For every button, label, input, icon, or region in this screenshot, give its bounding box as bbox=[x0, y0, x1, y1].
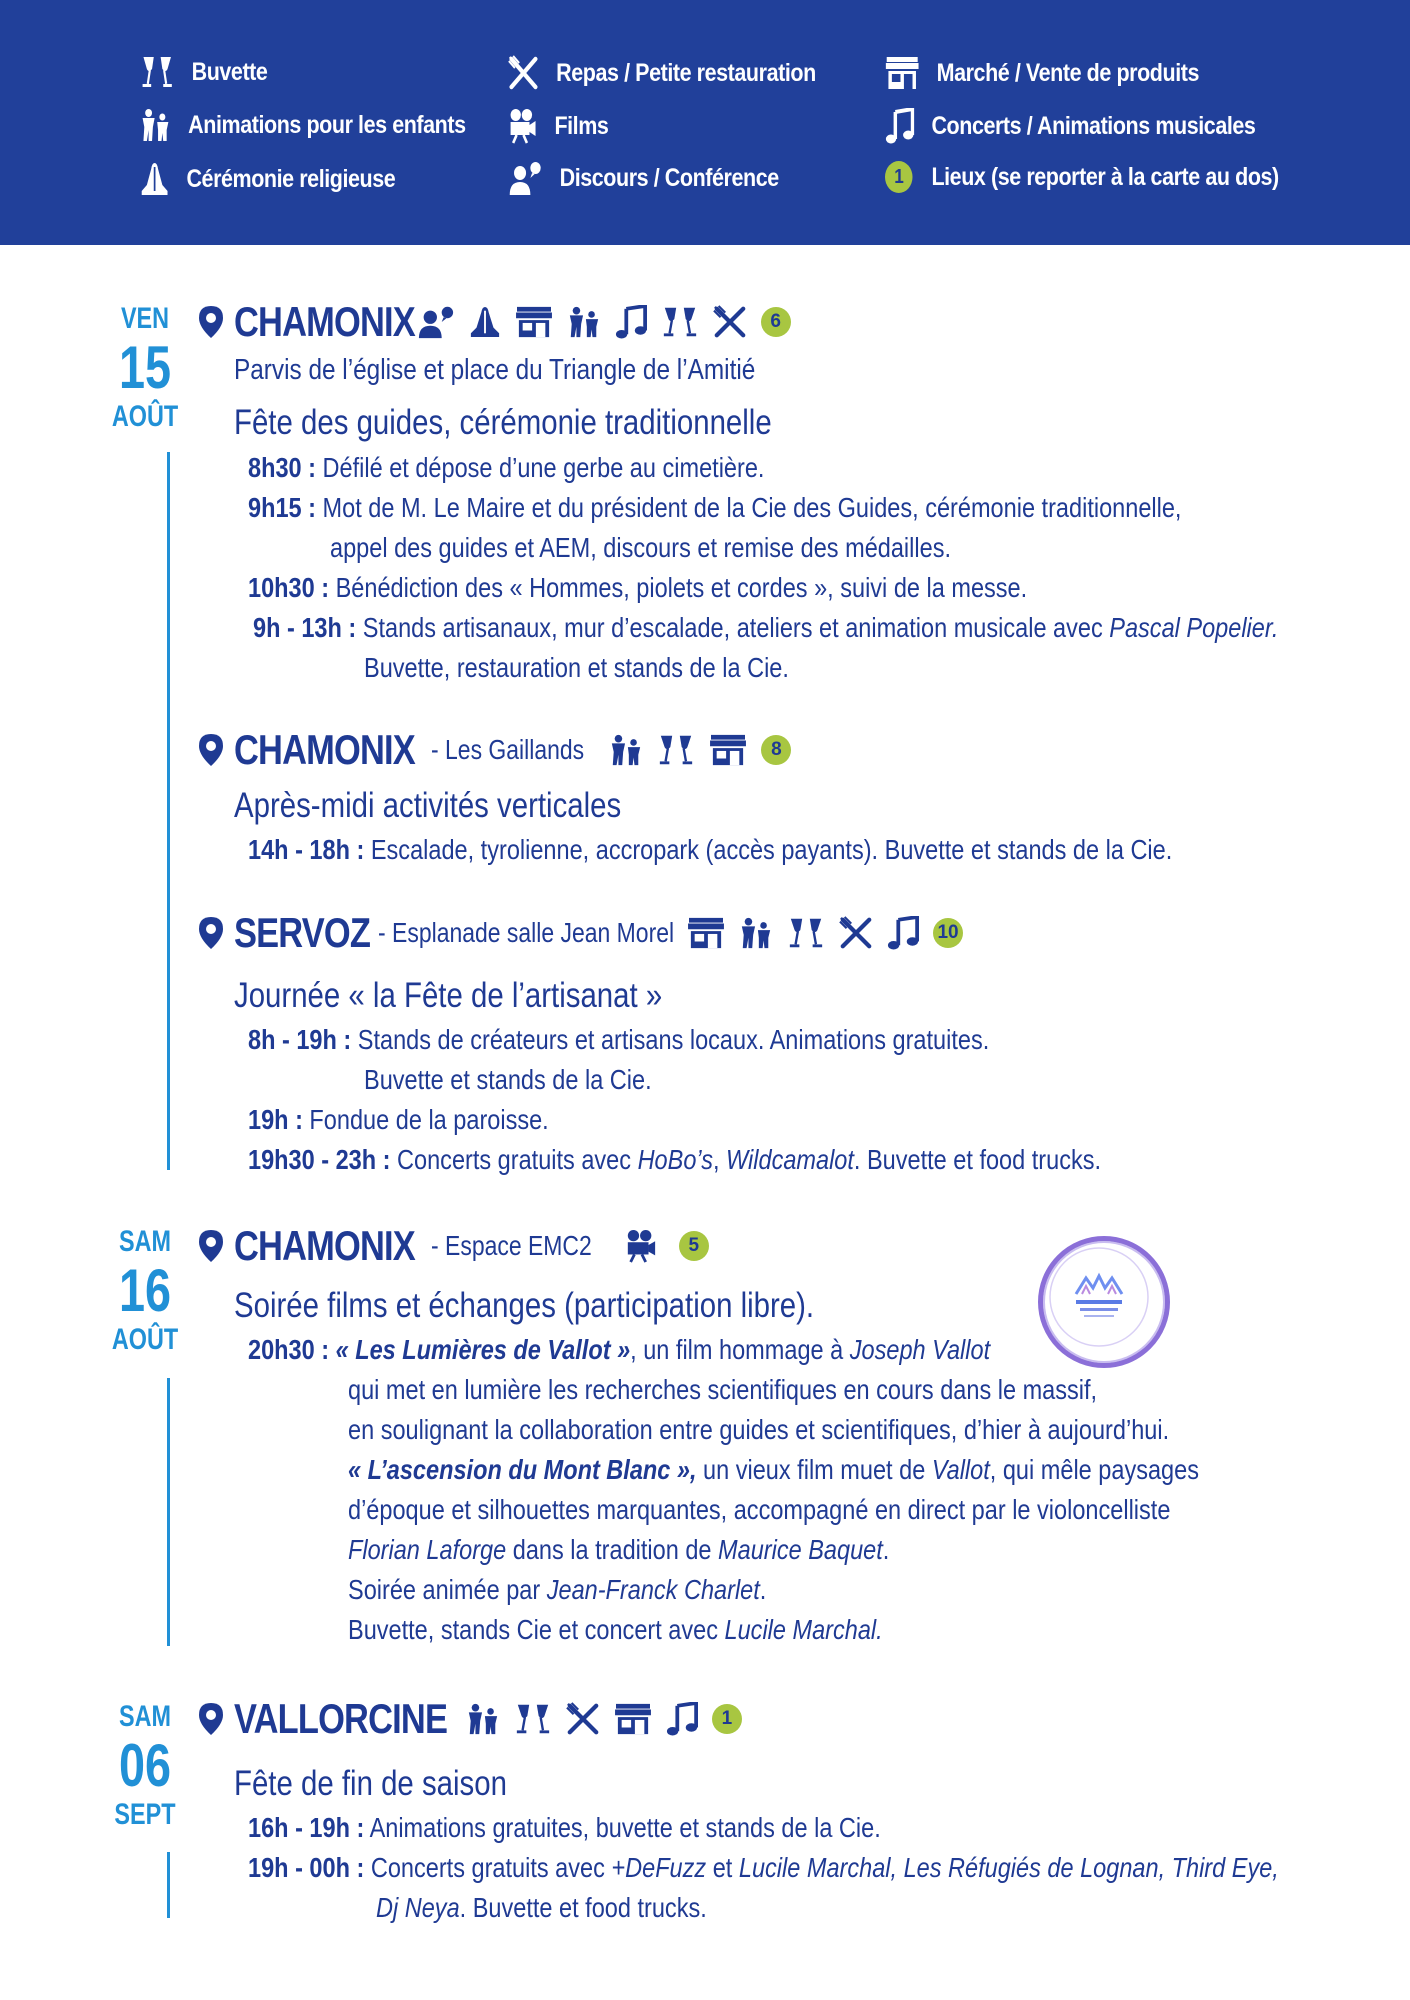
legend-item-ceremonie bbox=[140, 161, 395, 197]
film-title: « L’ascension du Mont Blanc », bbox=[348, 1454, 697, 1485]
timeline-line bbox=[167, 1852, 170, 1918]
schedule-text: Défilé et dépose d’une gerbe au cimetière. bbox=[315, 452, 765, 483]
schedule-line bbox=[348, 1574, 766, 1606]
market-stall-icon bbox=[709, 733, 747, 767]
schedule-text: Soirée animée par bbox=[348, 1574, 547, 1605]
schedule-line bbox=[248, 452, 764, 484]
schedule-line bbox=[248, 1144, 1101, 1176]
location-pin-icon bbox=[198, 1229, 224, 1263]
legend-panel bbox=[0, 0, 1410, 245]
day-number: 16 bbox=[118, 1257, 172, 1324]
schedule-line bbox=[376, 1892, 707, 1924]
event-title: Journée « la Fête de l’artisanat » bbox=[234, 976, 663, 1015]
legend-item-enfants bbox=[140, 108, 466, 142]
person-name: Joseph Vallot bbox=[849, 1334, 991, 1365]
event-icons bbox=[417, 305, 791, 339]
schedule-line bbox=[348, 1414, 1169, 1446]
legend-label: Repas / Petite restauration bbox=[556, 58, 816, 87]
schedule-time: 19h30 - 23h : bbox=[248, 1144, 391, 1175]
event-header-servoz bbox=[198, 909, 963, 957]
children-icon bbox=[739, 916, 773, 950]
legend-item-marche bbox=[885, 55, 1199, 91]
legend-item-repas bbox=[508, 55, 816, 91]
artist-name: Lucile Marchal, Les Réfugiés de Lognan, Third Eye, bbox=[738, 1852, 1279, 1883]
location-number-badge: 5 bbox=[679, 1231, 709, 1261]
legend-item-lieux bbox=[885, 161, 1279, 193]
schedule-time: 10h30 : bbox=[248, 572, 330, 603]
film-title: « Les Lumières de Vallot » bbox=[329, 1334, 631, 1365]
schedule-text: Buvette, restauration et stands de la Cie. bbox=[364, 652, 789, 683]
person-name: Jean-Franck Charlet bbox=[546, 1574, 760, 1605]
schedule-line bbox=[364, 652, 789, 684]
schedule-text: Escalade, tyrolienne, accropark (accès payants). Buvette et stands de la Cie. bbox=[364, 834, 1173, 865]
schedule-text: Concerts gratuits avec bbox=[390, 1144, 638, 1175]
location-number-badge: 1 bbox=[885, 161, 913, 193]
children-icon bbox=[466, 1702, 500, 1736]
schedule-text: Concerts gratuits avec bbox=[364, 1852, 612, 1883]
schedule-line bbox=[348, 1454, 1199, 1486]
artist-name: +DeFuzz bbox=[611, 1852, 707, 1883]
location-number-badge: 8 bbox=[761, 735, 791, 765]
timeline-line bbox=[167, 452, 170, 1170]
schedule-text: d’époque et silhouettes marquantes, accompagné en direct par le violoncelliste bbox=[348, 1494, 1171, 1525]
location-number-badge: 10 bbox=[933, 918, 963, 948]
glasses-icon bbox=[787, 916, 825, 950]
schedule-text: appel des guides et AEM, discours et remise des médailles. bbox=[330, 532, 951, 563]
event-header-chamonix bbox=[198, 298, 791, 346]
children-icon bbox=[567, 305, 601, 339]
event-title: Fête de fin de saison bbox=[234, 1764, 507, 1803]
glasses-icon bbox=[661, 305, 699, 339]
music-note-icon bbox=[666, 1702, 698, 1736]
schedule-text: Animations gratuites, buvette et stands de la Cie. bbox=[364, 1812, 881, 1843]
schedule-text: , qui mêle paysages bbox=[989, 1454, 1199, 1485]
event-subplace: - Les Gaillands bbox=[430, 734, 584, 765]
event-subplace: - Esplanade salle Jean Morel bbox=[377, 917, 675, 948]
schedule-text: Stands de créateurs et artisans locaux. Animations gratuites. bbox=[351, 1024, 990, 1055]
schedule-time: 16h - 19h : bbox=[248, 1812, 365, 1843]
market-stall-icon bbox=[515, 305, 553, 339]
event-title: Après-midi activités verticales bbox=[234, 786, 622, 825]
schedule-text: un vieux film muet de bbox=[696, 1454, 932, 1485]
schedule-line bbox=[248, 1024, 989, 1056]
legend-label: Concerts / Animations musicales bbox=[931, 111, 1256, 140]
schedule-line bbox=[348, 1534, 889, 1566]
legend-label: Marché / Vente de produits bbox=[936, 58, 1200, 87]
timeline-line bbox=[167, 1378, 170, 1646]
event-subplace: - Espace EMC2 bbox=[430, 1230, 592, 1261]
market-stall-icon bbox=[687, 916, 725, 950]
event-title: Fête des guides, cérémonie traditionnelle bbox=[234, 403, 772, 442]
location-pin-icon bbox=[198, 733, 224, 767]
location-pin-icon bbox=[198, 916, 224, 950]
day-number: 15 bbox=[118, 334, 172, 401]
schedule-text: . Buvette et food trucks. bbox=[853, 1144, 1102, 1175]
schedule-time: 20h30 : bbox=[248, 1334, 330, 1365]
schedule-text: Fondue de la paroisse. bbox=[302, 1104, 549, 1135]
event-icons bbox=[687, 916, 963, 950]
legend-label: Lieux (se reporter à la carte au dos) bbox=[931, 162, 1279, 191]
day-of-week: SAM bbox=[118, 1225, 171, 1258]
schedule-text: Stands artisanaux, mur d’escalade, ateliers et animation musicale avec bbox=[356, 612, 1110, 643]
glaciers-year-seal-logo bbox=[1038, 1236, 1170, 1368]
market-stall-icon bbox=[885, 55, 919, 91]
schedule-line bbox=[248, 834, 1172, 866]
location-number-badge: 1 bbox=[712, 1704, 742, 1734]
legend-label: Animations pour les enfants bbox=[188, 110, 466, 139]
schedule-text: . Buvette et food trucks. bbox=[459, 1892, 707, 1923]
month: SEPT bbox=[114, 1798, 176, 1831]
person-name: Lucile Marchal. bbox=[724, 1614, 883, 1645]
glasses-icon bbox=[140, 55, 174, 89]
location-pin-icon bbox=[198, 305, 224, 339]
event-header-chamonix-emc2 bbox=[198, 1222, 709, 1270]
schedule-time: 14h - 18h : bbox=[248, 834, 365, 865]
person-name: Vallot bbox=[931, 1454, 990, 1485]
day-number: 06 bbox=[118, 1732, 172, 1799]
schedule-line bbox=[248, 492, 1181, 524]
schedule-line bbox=[253, 612, 1278, 644]
schedule-text: . bbox=[759, 1574, 767, 1605]
schedule-time: 19h : bbox=[248, 1104, 303, 1135]
fork-knife-icon bbox=[839, 916, 873, 950]
music-note-icon bbox=[615, 305, 647, 339]
schedule-text: en soulignant la collaboration entre guides et scientifiques, d’hier à aujourd’hui. bbox=[348, 1414, 1170, 1445]
event-place: CHAMONIX bbox=[234, 1222, 415, 1269]
praying-hands-icon bbox=[469, 305, 501, 339]
month: AOÛT bbox=[111, 1323, 179, 1356]
children-icon bbox=[609, 733, 643, 767]
schedule-text: Buvette et stands de la Cie. bbox=[364, 1064, 652, 1095]
schedule-line bbox=[248, 1852, 1279, 1884]
speaker-icon bbox=[417, 305, 455, 339]
mountain-logo-icon bbox=[1038, 1236, 1160, 1358]
legend-item-discours bbox=[508, 161, 779, 195]
schedule-text: qui met en lumière les recherches scientifiques en cours dans le massif, bbox=[348, 1374, 1098, 1405]
schedule-text: Buvette, stands Cie et concert avec bbox=[348, 1614, 725, 1645]
film-camera-icon bbox=[625, 1229, 657, 1263]
legend-label: Discours / Conférence bbox=[559, 163, 779, 192]
schedule-line bbox=[248, 572, 1027, 604]
event-place: SERVOZ bbox=[234, 909, 371, 956]
event-place: CHAMONIX bbox=[234, 726, 415, 773]
schedule-line bbox=[248, 1104, 549, 1136]
schedule-text: . bbox=[882, 1534, 890, 1565]
music-note-icon bbox=[885, 108, 914, 144]
location-pin-icon bbox=[198, 1702, 224, 1736]
schedule-text: Bénédiction des « Hommes, piolets et cordes », suivi de la messe. bbox=[329, 572, 1028, 603]
schedule-time: 8h - 19h : bbox=[248, 1024, 352, 1055]
date-block-ven-15-aout bbox=[98, 302, 192, 434]
day-of-week: VEN bbox=[120, 302, 170, 335]
day-of-week: SAM bbox=[118, 1700, 171, 1733]
event-icons bbox=[466, 1702, 742, 1736]
artist-name: Dj Neya bbox=[376, 1892, 460, 1923]
location-number-badge: 6 bbox=[761, 307, 791, 337]
fork-knife-icon bbox=[508, 55, 539, 91]
schedule-line bbox=[348, 1494, 1170, 1526]
film-camera-icon bbox=[508, 108, 537, 144]
schedule-line bbox=[348, 1374, 1097, 1406]
month: AOÛT bbox=[111, 400, 179, 433]
schedule-line bbox=[364, 1064, 652, 1096]
legend-label: Films bbox=[554, 111, 609, 140]
legend-label: Cérémonie religieuse bbox=[186, 164, 396, 193]
fork-knife-icon bbox=[566, 1702, 600, 1736]
schedule-time: 19h - 00h : bbox=[248, 1852, 365, 1883]
event-venue: Parvis de l’église et place du Triangle de l’Amitié bbox=[234, 354, 756, 386]
schedule-line bbox=[348, 1614, 883, 1646]
schedule-text: dans la tradition de bbox=[506, 1534, 719, 1565]
music-note-icon bbox=[887, 916, 919, 950]
legend-item-concerts bbox=[885, 108, 1255, 144]
artist-name: Wildcamalot bbox=[726, 1144, 854, 1175]
speaker-icon bbox=[508, 161, 542, 195]
legend-item-films bbox=[508, 108, 608, 144]
event-place: CHAMONIX bbox=[234, 298, 415, 345]
event-icons bbox=[609, 733, 791, 767]
person-name: Florian Laforge bbox=[348, 1534, 507, 1565]
person-name: Maurice Baquet bbox=[718, 1534, 883, 1565]
children-icon bbox=[140, 108, 171, 142]
schedule-text: Mot de M. Le Maire et du président de la Cie des Guides, cérémonie traditionnelle, bbox=[315, 492, 1182, 523]
schedule-text: , bbox=[712, 1144, 727, 1175]
schedule-time: 9h - 13h : bbox=[253, 612, 357, 643]
schedule-line bbox=[248, 1812, 881, 1844]
event-icons bbox=[625, 1229, 709, 1263]
schedule-time: 9h15 : bbox=[248, 492, 316, 523]
fork-knife-icon bbox=[713, 305, 747, 339]
event-title: Soirée films et échanges (participation libre). bbox=[234, 1286, 815, 1325]
schedule-line bbox=[248, 1334, 990, 1366]
market-stall-icon bbox=[614, 1702, 652, 1736]
praying-hands-icon bbox=[140, 161, 169, 197]
date-block-sam-16-aout bbox=[98, 1225, 192, 1357]
event-place: VALLORCINE bbox=[234, 1695, 448, 1742]
event-header-chamonix-gaillands bbox=[198, 726, 791, 774]
glasses-icon bbox=[514, 1702, 552, 1736]
glasses-icon bbox=[657, 733, 695, 767]
artist-name: Pascal Popelier. bbox=[1109, 612, 1279, 643]
event-header-vallorcine bbox=[198, 1695, 742, 1743]
legend-item-buvette bbox=[140, 55, 267, 89]
schedule-line bbox=[330, 532, 951, 564]
schedule-text: , un film hommage à bbox=[630, 1334, 850, 1365]
date-block-sam-06-sept bbox=[98, 1700, 192, 1832]
legend-label: Buvette bbox=[191, 57, 268, 86]
schedule-text: et bbox=[706, 1852, 739, 1883]
artist-name: HoBo’s bbox=[637, 1144, 713, 1175]
schedule-time: 8h30 : bbox=[248, 452, 316, 483]
